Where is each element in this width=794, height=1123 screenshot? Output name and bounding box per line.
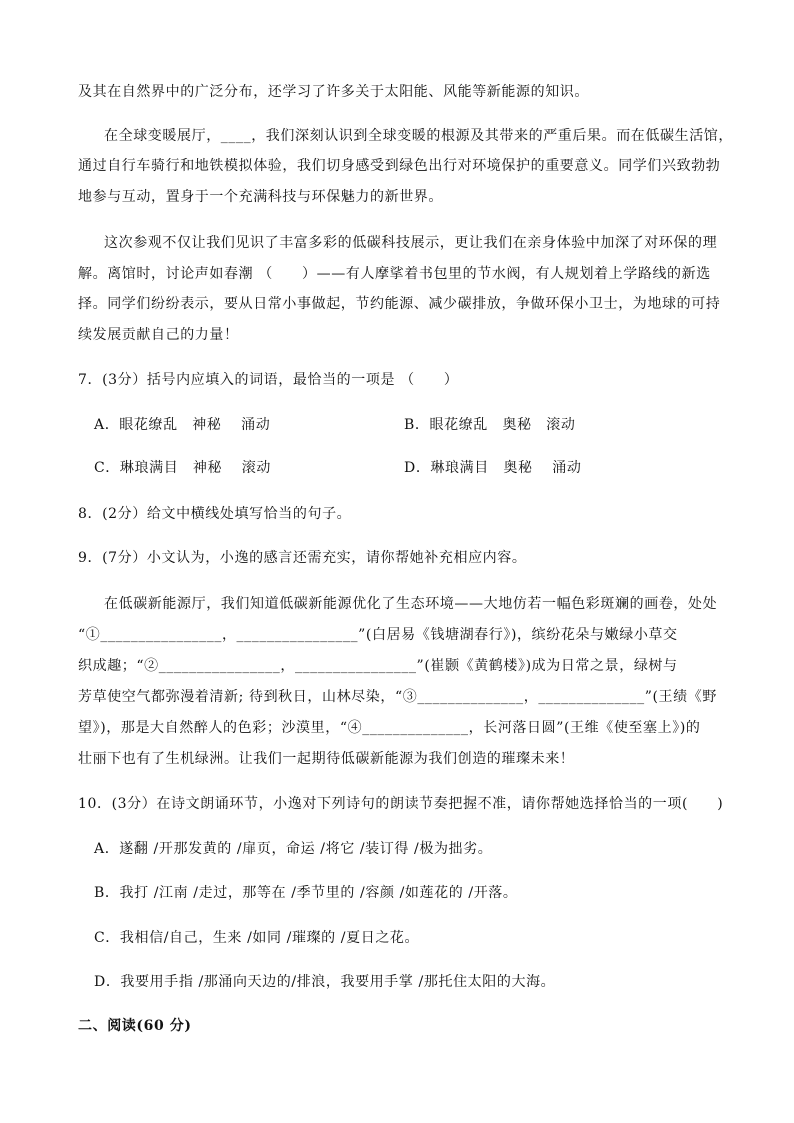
question-9-text-line: “①________________，________________”(白居易《钱塘湖春行》)，缤纷花朵与嫩绿小草交 bbox=[78, 627, 678, 643]
question-8-stem: 8．(2分）给文中横线处填写恰当的句子。 bbox=[78, 506, 352, 522]
paragraph-line: 及其在自然界中的广泛分布，还学习了许多关于太阳能、风能等新能源的知识。 bbox=[78, 84, 589, 100]
question-7-stem: 7．(3分）括号内应填入的词语，最恰当的一项是 （ ） bbox=[78, 372, 459, 388]
paragraph-line: 择。同学们纷纷表示，要从日常小事做起，节约能源、减少碳排放，争做环保小卫士，为地球的可持 bbox=[78, 296, 721, 312]
question-7-option-c: C．琳琅满目 神秘 滚动 bbox=[94, 460, 271, 476]
paragraph-line: 通过自行车骑行和地铁模拟体验，我们切身感受到绿色出行对环境保护的重要意义。同学们兴致勃勃 bbox=[78, 158, 721, 174]
question-9-text-line: 壮丽下也有了生机绿洲。让我们一起期待低碳新能源为我们创造的璀璨未来！ bbox=[78, 751, 575, 767]
question-9-text-line: 织成趣；“②________________，________________”(崔颢《黄鹤楼》)成为日常之景，绿树与 bbox=[78, 658, 678, 674]
question-9-text-line: 望》)，那是大自然醉人的色彩；沙漠里，“④______________，长河落日圆”(王维《使至塞上》)的 bbox=[78, 720, 701, 736]
question-9-stem: 9．(7分）小文认为，小逸的感言还需充实，请你帮她补充相应内容。 bbox=[78, 550, 527, 566]
question-9-text-line: 芳草使空气都弥漫着清新; 待到秋日，山林尽染，“③______________，______________”(王绩《野 bbox=[78, 689, 717, 705]
paragraph-line: 解。离馆时，讨论声如春潮 （ ）——有人摩挲着书包里的节水阀，有人规划着上学路线的新选 bbox=[78, 266, 711, 282]
paragraph-line: 在全球变暖展厅，____，我们深刻认识到全球变暖的根源及其带来的严重后果。而在低碳生活馆， bbox=[104, 128, 733, 144]
section-heading: 二、阅读(60 分) bbox=[78, 1018, 192, 1034]
question-10-option-c: C．我相信/自己，生来 /如同 /璀璨的 /夏日之花。 bbox=[94, 930, 420, 946]
paragraph-line: 地参与互动，置身于一个充满科技与环保魅力的新世界。 bbox=[78, 189, 443, 205]
question-10-option-a: A．遂翻 /开那发黄的 /扉页，命运 /将它 /装订得 /极为拙劣。 bbox=[94, 841, 493, 857]
question-7-option-a: A．眼花缭乱 神秘 涌动 bbox=[94, 417, 271, 433]
question-7-option-d: D．琳琅满目 奥秘 涌动 bbox=[404, 460, 582, 476]
paragraph-line: 这次参观不仅让我们见识了丰富多彩的低碳科技展示，更让我们在亲身体验中加深了对环保的理 bbox=[104, 235, 718, 251]
question-10-option-d: D．我要用手指 /那涌向天边的/排浪，我要用手掌 /那托住太阳的大海。 bbox=[94, 974, 556, 990]
question-9-text-line: 在低碳新能源厅，我们知道低碳新能源优化了生态环境——大地仿若一幅色彩斑斓的画卷，处处 bbox=[104, 596, 718, 612]
paragraph-line: 续发展贡献自己的力量！ bbox=[78, 327, 239, 343]
question-10-option-b: B．我打 /江南 /走过，那等在 /季节里的 /容颜 /如莲花的 /开落。 bbox=[94, 885, 518, 901]
question-7-option-b: B．眼花缭乱 奥秘 滚动 bbox=[404, 417, 576, 433]
question-10-stem: 10．(3分）在诗文朗诵环节，小逸对下列诗句的朗读节奏把握不准，请你帮她选择恰当的一项( ) bbox=[78, 796, 724, 812]
